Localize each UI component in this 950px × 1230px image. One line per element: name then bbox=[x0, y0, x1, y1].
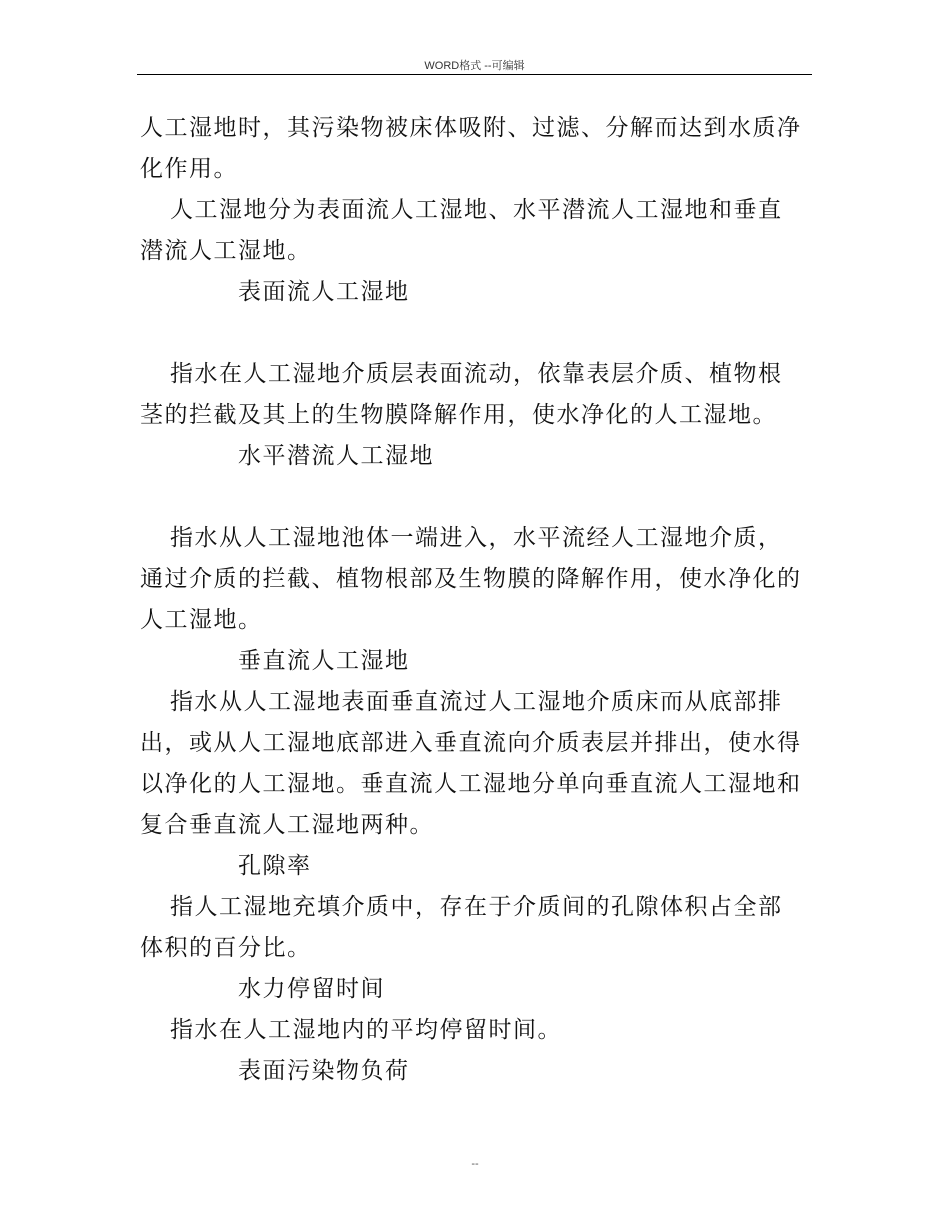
term-heading: 孔隙率 bbox=[238, 853, 312, 879]
body-line: 指水在人工湿地介质层表面流动，依靠表层介质、植物根 bbox=[170, 361, 783, 387]
body-line: 以净化的人工湿地。垂直流人工湿地分单向垂直流人工湿地和 bbox=[140, 771, 802, 797]
document-body bbox=[140, 108, 815, 1092]
term-heading: 表面污染物负荷 bbox=[238, 1058, 410, 1084]
page-header bbox=[137, 58, 812, 75]
body-line: 指人工湿地充填介质中，存在于介质间的孔隙体积占全部 bbox=[170, 894, 783, 920]
body-line: 出，或从人工湿地底部进入垂直流向介质表层并排出，使水得 bbox=[140, 730, 802, 756]
body-line: 化作用。 bbox=[140, 156, 238, 182]
page-footer bbox=[0, 1158, 950, 1170]
body-line: 人工湿地分为表面流人工湿地、水平潜流人工湿地和垂直 bbox=[170, 197, 783, 223]
term-heading: 垂直流人工湿地 bbox=[238, 648, 410, 674]
body-line: 复合垂直流人工湿地两种。 bbox=[140, 812, 434, 838]
body-line: 通过介质的拦截、植物根部及生物膜的降解作用，使水净化的 bbox=[140, 566, 802, 592]
term-heading: 表面流人工湿地 bbox=[238, 279, 410, 305]
blank-line bbox=[140, 313, 815, 354]
body-line: 指水从人工湿地池体一端进入，水平流经人工湿地介质， bbox=[170, 525, 783, 551]
body-line: 指水从人工湿地表面垂直流过人工湿地介质床而从底部排 bbox=[170, 689, 783, 715]
body-line: 指水在人工湿地内的平均停留时间。 bbox=[170, 1017, 562, 1043]
body-line: 人工湿地时，其污染物被床体吸附、过滤、分解而达到水质净 bbox=[140, 115, 802, 141]
term-heading: 水力停留时间 bbox=[238, 976, 385, 1002]
header-text: WORD格式 --可编辑 bbox=[424, 60, 525, 72]
body-line: 体积的百分比。 bbox=[140, 935, 312, 961]
body-line: 茎的拦截及其上的生物膜降解作用，使水净化的人工湿地。 bbox=[140, 402, 777, 428]
body-line: 潜流人工湿地。 bbox=[140, 238, 312, 264]
footer-text: -- bbox=[471, 1158, 479, 1170]
blank-line bbox=[140, 477, 815, 518]
body-line: 人工湿地。 bbox=[140, 607, 263, 633]
term-heading: 水平潜流人工湿地 bbox=[238, 443, 434, 469]
